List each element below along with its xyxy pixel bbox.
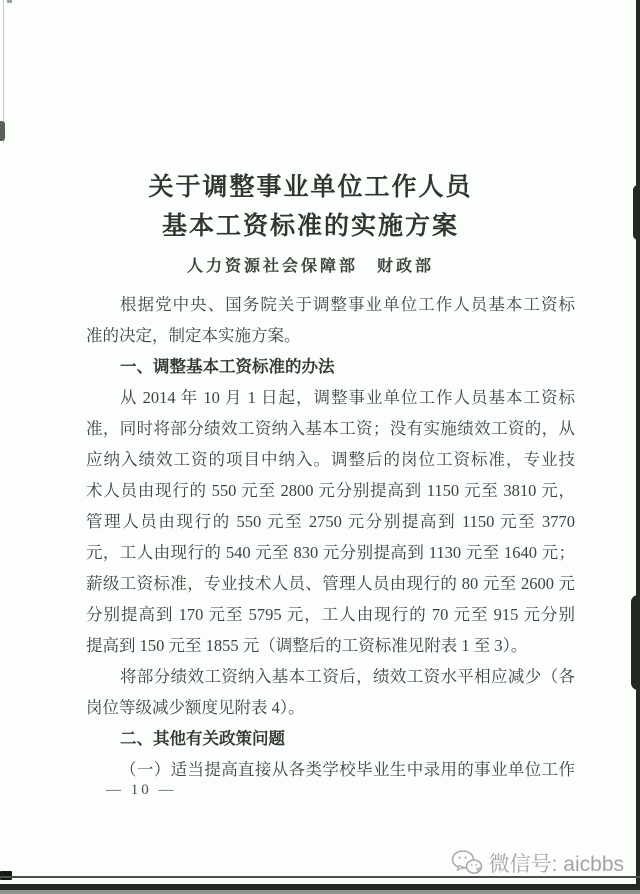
document-body	[86, 289, 575, 785]
document-title-block	[66, 168, 555, 276]
section-heading-1: 一、调整基本工资标准的办法	[120, 357, 335, 376]
body-line: 准，同时将部分绩效工资纳入基本工资；没有实施绩效工资的，从	[86, 419, 575, 438]
scan-edge-left-blob	[0, 121, 5, 141]
body-line: 管理人员由现行的 550 元至 2750 元分别提高到 1150 元至 3770	[86, 512, 575, 531]
scan-bottom-thin-bar	[0, 876, 640, 878]
body-line: 根据党中央、国务院关于调整事业单位工作人员基本工资标	[120, 295, 575, 314]
body-line: 提高到 150 元至 1855 元（调整后的工资标准见附表 1 至 3）。	[86, 636, 528, 655]
body-line: （一）适当提高直接从各类学校毕业生中录用的事业单位工作	[120, 760, 575, 779]
page-number: — 10 —	[106, 782, 177, 798]
document-title-line2: 基本工资标准的实施方案	[161, 213, 459, 240]
body-line: 分别提高到 170 元至 5795 元，工人由现行的 70 元至 915 元分别	[86, 605, 575, 624]
body-line: 薪级工资标准，专业技术人员、管理人员由现行的 80 元至 2600 元	[86, 574, 575, 593]
body-line: 从 2014 年 10 月 1 日起，调整事业单位工作人员基本工资标	[120, 388, 575, 407]
scan-edge-bump-lower	[631, 595, 640, 690]
body-line: 应纳入绩效工资的项目中纳入。调整后的岗位工资标准，专业技	[86, 450, 575, 469]
watermark	[451, 848, 624, 878]
document-byline: 人力资源社会保障部 财政部	[186, 258, 434, 275]
scan-edge-right	[636, 0, 640, 894]
section-heading-2: 二、其他有关政策问题	[120, 729, 285, 748]
document-title-line1: 关于调整事业单位工作人员	[148, 174, 473, 201]
body-line: 元，工人由现行的 540 元至 830 元分别提高到 1130 元至 1640 元；	[86, 543, 575, 562]
body-line: 术人员由现行的 550 元至 2800 元分别提高到 1150 元至 3810 元，	[86, 481, 575, 500]
scan-edge-bump-upper	[633, 185, 640, 240]
scan-edge-top-nub	[7, 0, 12, 3]
body-line: 准的决定，制定本实施方案。	[86, 326, 301, 345]
body-line: 岗位等级减少额度见附表 4）。	[86, 698, 305, 717]
scan-bottom-gray-strip	[0, 890, 640, 894]
wechat-icon	[451, 849, 483, 877]
watermark-label: 微信号: aicbbs	[488, 853, 624, 876]
body-line: 将部分绩效工资纳入基本工资后，绩效工资水平相应减少（各	[120, 667, 575, 686]
